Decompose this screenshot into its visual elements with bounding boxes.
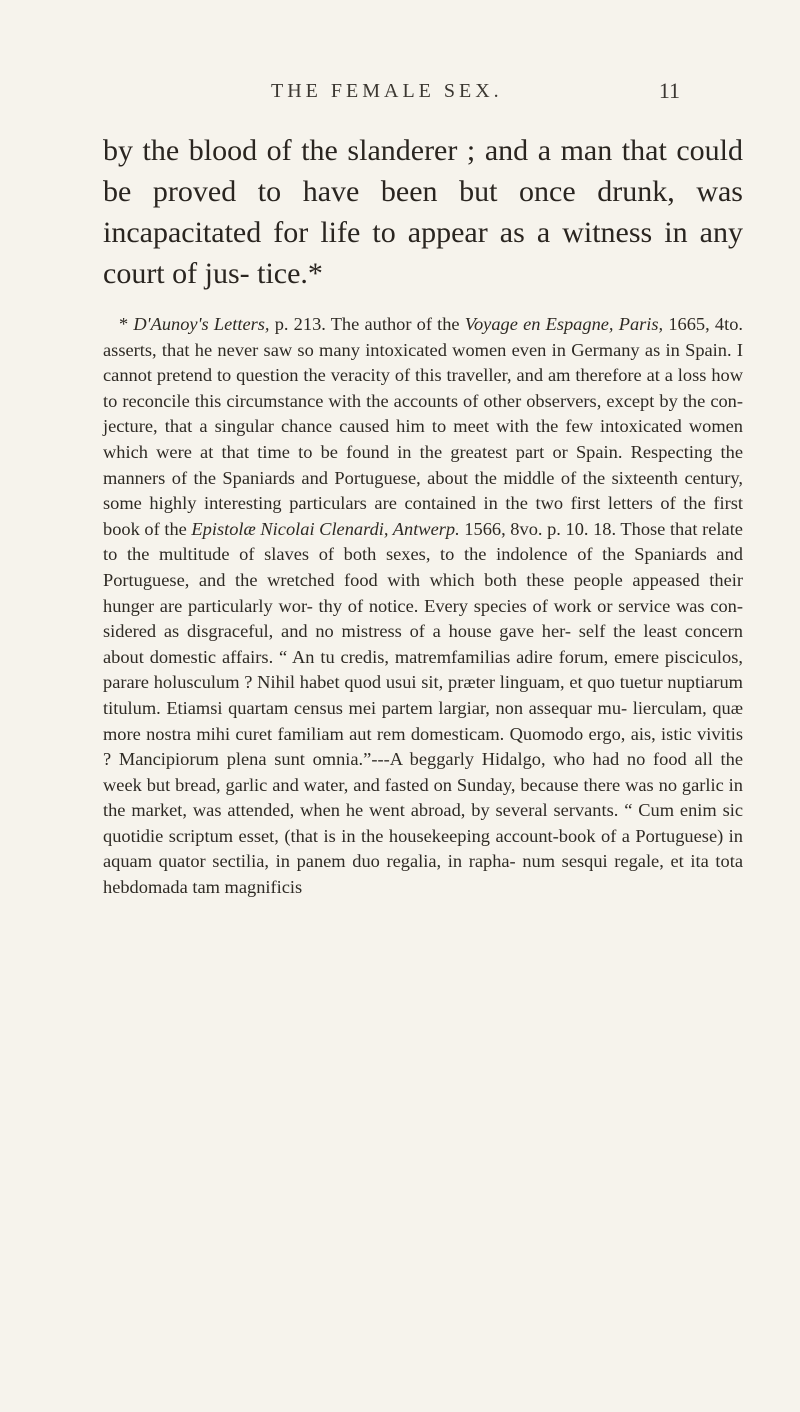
running-title: THE FEMALE SEX. — [271, 80, 503, 102]
footnote-citation-letters: D'Aunoy's Letters, — [133, 314, 270, 334]
footnote-text-2: 1665, 4to. asserts, that he never saw so many intoxicated women even in Germany as in Spain. I cannot pretend to question the veracity of this traveller, and am therefore at a loss how to reconcile this circumstance with the accounts of other observers, except by the con- jecture, that a singular chance caused him to meet with the few intoxicated women which were at that time to be found in the greatest part or Spain. Respecting the manners of the Spaniards and Portuguese, about the middle of the sixteenth century, some highly interesting particulars are contained in the two first letters of the first book of the — [103, 314, 743, 539]
footnote-citation-voyage: Voyage en Espagne, Paris, — [464, 314, 664, 334]
page-number: 11 — [658, 78, 680, 103]
running-head — [103, 80, 740, 112]
footnote-text-3: 1566, 8vo. p. 10. 18. Those that relate to the multitude of slaves of both sexes, to the indolence of the Spaniards and Portuguese, and the wretched food with which both these people appeased their hunger are particularly wor- thy of notice. Every species of work or service was con- sidered as disgraceful, and no mistress of a house gave her- self the least concern about domestic affairs. “ An tu credis, matremfamilias adire forum, emere pisciculos, parare holusculum ? Nihil habet quod usui sit, præter linguam, et quo tuetur nuptiarum titulum. Etiamsi quartam census mei partem largiar, non assequar mu- lierculam, quæ more nostra mihi curet familiam aut rem domesticam. Quomodo ergo, ais, istic vivitis ? Mancipiorum plena sunt omnia.”---A beggarly Hidalgo, who had no food all the week but bread, garlic and water, and fasted on Sunday, because there was no garlic in the market, was attended, when he went abroad, by several servants. “ Cum enim sic quotidie scriptum esset, (that is in the housekeeping account-book of a Portuguese) in aquam quator sectilia, in panem duo regalia, in rapha- num sesqui regale, et ita tota hebdomada tam magnificis — [103, 518, 743, 898]
footnote-citation-clenardi: Epistolæ Nicolai Clenardi, Antwerp. — [191, 518, 460, 539]
main-text: by the blood of the slanderer ; and a man that could be proved to have been but once drunk, was incapacitated for life to appear as a witness in any court of jus- tice.* — [103, 134, 743, 290]
footnote-text-1: p. 213. The author of the — [269, 314, 465, 334]
footnote-marker: * — [119, 314, 134, 334]
footnote — [103, 312, 743, 901]
